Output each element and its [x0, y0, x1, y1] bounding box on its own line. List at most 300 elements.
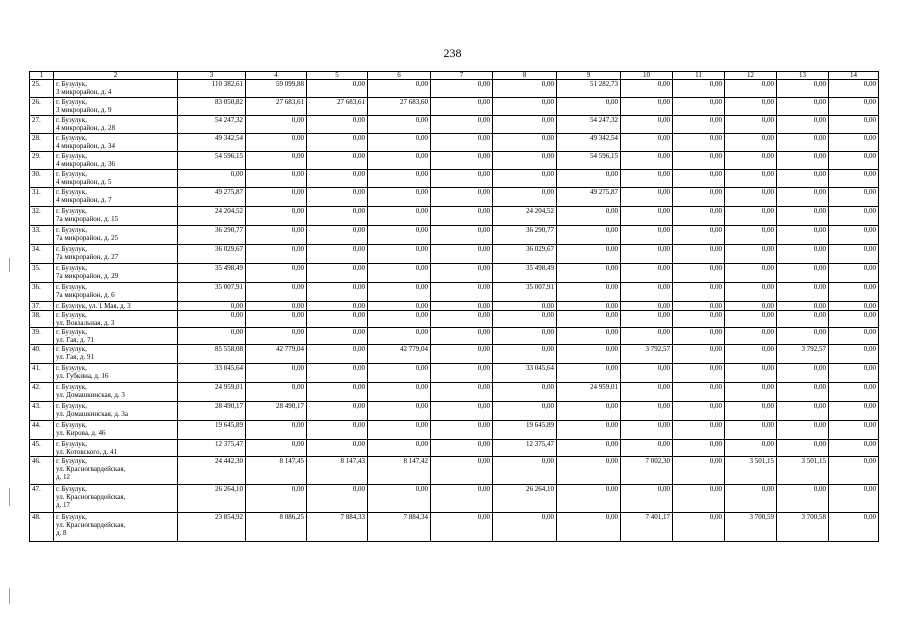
amount-cell: 36 029,67: [178, 245, 246, 264]
amount-cell: 0,00: [493, 383, 557, 402]
amount-cell: 0,00: [621, 485, 673, 513]
amount-cell: 0,00: [431, 457, 493, 485]
amount-cell: 0,00: [829, 116, 879, 134]
amount-cell: 0,00: [368, 80, 431, 98]
amount-cell: 0,00: [673, 364, 725, 383]
amount-cell: 0,00: [493, 152, 557, 170]
amount-cell: 0,00: [557, 302, 621, 311]
amount-cell: 0,00: [725, 207, 777, 226]
amount-cell: 0,00: [673, 226, 725, 245]
amount-cell: 3 700,58: [777, 513, 829, 542]
table-body: [30, 72, 879, 542]
amount-cell: 0,00: [307, 170, 368, 188]
amount-cell: 0,00: [777, 245, 829, 264]
amount-cell: 0,00: [829, 264, 879, 283]
amount-cell: 83 050,82: [178, 98, 246, 116]
amount-cell: 0,00: [431, 245, 493, 264]
column-header: 1: [30, 72, 54, 80]
amount-cell: 0,00: [431, 264, 493, 283]
amount-cell: 51 282,73: [557, 80, 621, 98]
amount-cell: 0,00: [307, 245, 368, 264]
table-row: [30, 283, 879, 302]
amount-cell: 33 045,64: [493, 364, 557, 383]
amount-cell: 24 959,01: [557, 383, 621, 402]
amount-cell: 0,00: [673, 485, 725, 513]
amount-cell: 0,00: [725, 152, 777, 170]
amount-cell: 35 007,91: [493, 283, 557, 302]
amount-cell: 0,00: [725, 364, 777, 383]
row-number: 29.: [30, 152, 54, 170]
amount-cell: 0,00: [246, 311, 307, 328]
amount-cell: 0,00: [725, 188, 777, 207]
table-row: [30, 98, 879, 116]
amount-cell: 0,00: [829, 302, 879, 311]
amount-cell: 0,00: [431, 188, 493, 207]
row-number: 28.: [30, 134, 54, 152]
amount-cell: 0,00: [777, 402, 829, 421]
amount-cell: 0,00: [777, 98, 829, 116]
row-number: 43.: [30, 402, 54, 421]
amount-cell: 0,00: [673, 328, 725, 345]
amount-cell: 8 086,25: [246, 513, 307, 542]
amount-cell: 0,00: [725, 264, 777, 283]
address-cell: г. Бузулук, 4 микрорайон, д. 36: [54, 152, 178, 170]
amount-cell: 0,00: [368, 283, 431, 302]
amount-cell: 0,00: [368, 170, 431, 188]
row-number: 40.: [30, 345, 54, 364]
amount-cell: 0,00: [725, 328, 777, 345]
amount-cell: 24 959,01: [178, 383, 246, 402]
amount-cell: 0,00: [725, 345, 777, 364]
amount-cell: 7 401,17: [621, 513, 673, 542]
row-number: 30.: [30, 170, 54, 188]
row-number: 38.: [30, 311, 54, 328]
amount-cell: 0,00: [777, 421, 829, 440]
amount-cell: 0,00: [673, 311, 725, 328]
amount-cell: 0,00: [431, 207, 493, 226]
header-row: [30, 72, 879, 80]
amount-cell: 0,00: [829, 311, 879, 328]
amount-cell: 0,00: [493, 116, 557, 134]
amount-cell: 0,00: [431, 170, 493, 188]
amount-cell: 0,00: [621, 283, 673, 302]
amount-cell: 36 029,67: [493, 245, 557, 264]
amount-cell: 0,00: [673, 302, 725, 311]
amount-cell: 0,00: [368, 207, 431, 226]
amount-cell: 0,00: [725, 116, 777, 134]
amount-cell: 0,00: [493, 345, 557, 364]
amount-cell: 0,00: [307, 226, 368, 245]
amount-cell: 0,00: [368, 383, 431, 402]
margin-mark: [9, 258, 10, 272]
amount-cell: 0,00: [829, 134, 879, 152]
amount-cell: 0,00: [777, 170, 829, 188]
amount-cell: 0,00: [557, 364, 621, 383]
amount-cell: 0,00: [725, 402, 777, 421]
table-row: [30, 302, 879, 311]
amount-cell: 0,00: [673, 116, 725, 134]
row-number: 32.: [30, 207, 54, 226]
amount-cell: 85 558,08: [178, 345, 246, 364]
amount-cell: 12 375,47: [493, 440, 557, 457]
amount-cell: 0,00: [621, 134, 673, 152]
amount-cell: 0,00: [829, 364, 879, 383]
table-row: [30, 513, 879, 542]
amount-cell: 0,00: [246, 485, 307, 513]
amount-cell: 28 490,17: [178, 402, 246, 421]
row-number: 44.: [30, 421, 54, 440]
amount-cell: 0,00: [725, 311, 777, 328]
amount-cell: 0,00: [493, 98, 557, 116]
amount-cell: 8 147,45: [246, 457, 307, 485]
amount-cell: 0,00: [246, 302, 307, 311]
amount-cell: 0,00: [621, 421, 673, 440]
table-row: [30, 440, 879, 457]
amount-cell: 0,00: [431, 152, 493, 170]
row-number: 33.: [30, 226, 54, 245]
amount-cell: 0,00: [673, 98, 725, 116]
amount-cell: 0,00: [431, 134, 493, 152]
table-row: [30, 364, 879, 383]
amount-cell: 54 247,32: [178, 116, 246, 134]
amount-cell: 24 442,30: [178, 457, 246, 485]
address-cell: г. Бузулук, ул. Котовского, д. 41: [54, 440, 178, 457]
amount-cell: 0,00: [307, 80, 368, 98]
amount-cell: 7 884,34: [368, 513, 431, 542]
amount-cell: 0,00: [368, 226, 431, 245]
table-row: [30, 402, 879, 421]
amount-cell: 33 045,64: [178, 364, 246, 383]
amount-cell: 0,00: [368, 402, 431, 421]
amount-cell: 36 290,77: [178, 226, 246, 245]
address-cell: г. Бузулук, ул. Красногвардейская, д. 8: [54, 513, 178, 542]
amount-cell: 0,00: [307, 383, 368, 402]
amount-cell: 0,00: [307, 264, 368, 283]
amount-cell: 54 596,15: [178, 152, 246, 170]
amount-cell: 0,00: [725, 98, 777, 116]
amount-cell: 19 645,89: [178, 421, 246, 440]
amount-cell: 0,00: [557, 345, 621, 364]
table-row: [30, 116, 879, 134]
amount-cell: 7 002,30: [621, 457, 673, 485]
amount-cell: 3 501,15: [777, 457, 829, 485]
amount-cell: 28 490,17: [246, 402, 307, 421]
amount-cell: 0,00: [673, 513, 725, 542]
amount-cell: 0,00: [307, 302, 368, 311]
table-row: [30, 207, 879, 226]
amount-cell: 0,00: [368, 152, 431, 170]
amount-cell: 0,00: [725, 80, 777, 98]
amount-cell: 0,00: [621, 152, 673, 170]
column-header: 2: [54, 72, 178, 80]
amount-cell: 0,00: [246, 421, 307, 440]
amount-cell: 0,00: [178, 328, 246, 345]
amount-cell: 0,00: [621, 226, 673, 245]
address-cell: г. Бузулук, ул. Гая, д. 91: [54, 345, 178, 364]
amount-cell: 0,00: [673, 170, 725, 188]
amount-cell: 0,00: [829, 80, 879, 98]
amount-cell: 0,00: [368, 245, 431, 264]
margin-mark: [9, 488, 10, 506]
column-header: 9: [557, 72, 621, 80]
amount-cell: 0,00: [777, 188, 829, 207]
amount-cell: 0,00: [307, 345, 368, 364]
amount-cell: 0,00: [829, 345, 879, 364]
table-row: [30, 345, 879, 364]
column-header: 4: [246, 72, 307, 80]
amount-cell: 3 792,57: [621, 345, 673, 364]
amount-cell: 0,00: [178, 302, 246, 311]
amount-cell: 0,00: [777, 383, 829, 402]
column-header: 14: [829, 72, 879, 80]
amount-cell: 0,00: [777, 116, 829, 134]
address-cell: г. Бузулук, 3 микрорайон, д. 4: [54, 80, 178, 98]
amount-cell: 0,00: [673, 207, 725, 226]
amount-cell: 0,00: [431, 226, 493, 245]
table-row: [30, 485, 879, 513]
amount-cell: 0,00: [307, 207, 368, 226]
address-cell: г. Бузулук, 4 микрорайон, д. 7: [54, 188, 178, 207]
amount-cell: 0,00: [621, 80, 673, 98]
amount-cell: 0,00: [777, 207, 829, 226]
row-number: 39.: [30, 328, 54, 345]
amount-cell: 0,00: [673, 283, 725, 302]
amount-cell: 0,00: [621, 440, 673, 457]
amount-cell: 8 147,42: [368, 457, 431, 485]
amount-cell: 0,00: [725, 440, 777, 457]
amount-cell: 0,00: [777, 328, 829, 345]
amount-cell: 0,00: [307, 152, 368, 170]
amount-cell: 27 683,61: [307, 98, 368, 116]
amount-cell: 0,00: [246, 328, 307, 345]
amount-cell: 0,00: [246, 364, 307, 383]
amount-cell: 49 342,54: [178, 134, 246, 152]
row-number: 46.: [30, 457, 54, 485]
table-row: [30, 80, 879, 98]
amount-cell: 24 204,52: [493, 207, 557, 226]
amount-cell: 0,00: [493, 80, 557, 98]
amount-cell: 0,00: [621, 116, 673, 134]
amount-cell: 0,00: [777, 485, 829, 513]
address-cell: г. Бузулук, 7а микрорайон, д. 15: [54, 207, 178, 226]
table-row: [30, 188, 879, 207]
amount-cell: 0,00: [557, 245, 621, 264]
amount-cell: 0,00: [725, 302, 777, 311]
amount-cell: 0,00: [829, 457, 879, 485]
amount-cell: 0,00: [777, 134, 829, 152]
amount-cell: 54 247,32: [557, 116, 621, 134]
amount-cell: 0,00: [431, 383, 493, 402]
amount-cell: 0,00: [307, 421, 368, 440]
amount-cell: 0,00: [673, 188, 725, 207]
address-cell: г. Бузулук, ул. Гая, д. 71: [54, 328, 178, 345]
amount-cell: 0,00: [431, 302, 493, 311]
amount-cell: 0,00: [725, 421, 777, 440]
amount-cell: 36 290,77: [493, 226, 557, 245]
amount-cell: 0,00: [307, 364, 368, 383]
amount-cell: 3 501,15: [725, 457, 777, 485]
amount-cell: 54 596,15: [557, 152, 621, 170]
amount-cell: 0,00: [307, 188, 368, 207]
amount-cell: 0,00: [777, 311, 829, 328]
address-cell: г. Бузулук, ул. Красногвардейская, д. 17: [54, 485, 178, 513]
amount-cell: 0,00: [368, 485, 431, 513]
amount-cell: 0,00: [246, 283, 307, 302]
amount-cell: 8 147,43: [307, 457, 368, 485]
amount-cell: 0,00: [673, 264, 725, 283]
amount-cell: 0,00: [621, 311, 673, 328]
table-row: [30, 311, 879, 328]
amount-cell: 0,00: [829, 170, 879, 188]
amount-cell: 35 007,91: [178, 283, 246, 302]
amount-cell: 0,00: [368, 264, 431, 283]
amount-cell: 0,00: [246, 134, 307, 152]
amount-cell: 0,00: [557, 98, 621, 116]
row-number: 34.: [30, 245, 54, 264]
amount-cell: 0,00: [777, 302, 829, 311]
row-number: 36.: [30, 283, 54, 302]
address-cell: г. Бузулук, 7а микрорайон, д. 25: [54, 226, 178, 245]
amount-cell: 0,00: [368, 188, 431, 207]
amount-cell: 0,00: [829, 207, 879, 226]
amount-cell: 0,00: [307, 116, 368, 134]
amount-cell: 49 275,87: [178, 188, 246, 207]
amount-cell: 0,00: [621, 364, 673, 383]
amount-cell: 0,00: [246, 170, 307, 188]
amount-cell: 0,00: [557, 283, 621, 302]
column-header: 3: [178, 72, 246, 80]
row-number: 42.: [30, 383, 54, 402]
amount-cell: 0,00: [493, 457, 557, 485]
amount-cell: 0,00: [673, 152, 725, 170]
amount-cell: 0,00: [307, 283, 368, 302]
table-row: [30, 264, 879, 283]
data-table: [29, 71, 879, 542]
amount-cell: 0,00: [493, 402, 557, 421]
address-cell: г. Бузулук, 3 микрорайон, д. 9: [54, 98, 178, 116]
amount-cell: 0,00: [368, 421, 431, 440]
amount-cell: 0,00: [829, 152, 879, 170]
amount-cell: 0,00: [431, 364, 493, 383]
amount-cell: 49 342,54: [557, 134, 621, 152]
column-header: 12: [725, 72, 777, 80]
column-header: 8: [493, 72, 557, 80]
amount-cell: 0,00: [307, 328, 368, 345]
amount-cell: 0,00: [829, 226, 879, 245]
amount-cell: 0,00: [246, 264, 307, 283]
amount-cell: 0,00: [307, 402, 368, 421]
amount-cell: 0,00: [829, 328, 879, 345]
amount-cell: 0,00: [368, 116, 431, 134]
page-number: 238: [443, 46, 462, 60]
amount-cell: 0,00: [431, 485, 493, 513]
amount-cell: 0,00: [307, 311, 368, 328]
row-number: 31.: [30, 188, 54, 207]
amount-cell: 0,00: [178, 170, 246, 188]
column-header: 11: [673, 72, 725, 80]
column-header: 5: [307, 72, 368, 80]
amount-cell: 3 700,59: [725, 513, 777, 542]
table-row: [30, 134, 879, 152]
amount-cell: 0,00: [431, 328, 493, 345]
amount-cell: 0,00: [621, 188, 673, 207]
amount-cell: 0,00: [777, 440, 829, 457]
row-number: 37.: [30, 302, 54, 311]
amount-cell: 0,00: [431, 440, 493, 457]
column-header: 13: [777, 72, 829, 80]
amount-cell: 0,00: [493, 311, 557, 328]
amount-cell: 0,00: [673, 383, 725, 402]
amount-cell: 0,00: [725, 485, 777, 513]
amount-cell: 0,00: [493, 328, 557, 345]
column-header: 6: [368, 72, 431, 80]
amount-cell: 3 792,57: [777, 345, 829, 364]
amount-cell: 0,00: [557, 457, 621, 485]
amount-cell: 0,00: [777, 152, 829, 170]
amount-cell: 0,00: [673, 80, 725, 98]
amount-cell: 0,00: [557, 328, 621, 345]
amount-cell: 0,00: [246, 440, 307, 457]
amount-cell: 0,00: [829, 383, 879, 402]
column-header: 7: [431, 72, 493, 80]
row-number: 41.: [30, 364, 54, 383]
amount-cell: 0,00: [431, 98, 493, 116]
table-row: [30, 245, 879, 264]
address-cell: г. Бузулук, ул. Вокзальная, д. 3: [54, 311, 178, 328]
address-cell: г. Бузулук, ул. Губкина, д. 16: [54, 364, 178, 383]
amount-cell: 0,00: [725, 134, 777, 152]
amount-cell: 0,00: [246, 383, 307, 402]
amount-cell: 0,00: [829, 283, 879, 302]
amount-cell: 0,00: [557, 264, 621, 283]
row-number: 27.: [30, 116, 54, 134]
amount-cell: 42 779,04: [246, 345, 307, 364]
amount-cell: 0,00: [621, 264, 673, 283]
amount-cell: 0,00: [673, 440, 725, 457]
amount-cell: 0,00: [368, 311, 431, 328]
amount-cell: 0,00: [829, 485, 879, 513]
amount-cell: 0,00: [307, 485, 368, 513]
amount-cell: 0,00: [777, 264, 829, 283]
amount-cell: 0,00: [431, 402, 493, 421]
amount-cell: 7 884,33: [307, 513, 368, 542]
amount-cell: 0,00: [431, 421, 493, 440]
amount-cell: 0,00: [431, 513, 493, 542]
amount-cell: 0,00: [431, 283, 493, 302]
amount-cell: 27 683,60: [368, 98, 431, 116]
amount-cell: 0,00: [673, 402, 725, 421]
amount-cell: 0,00: [493, 513, 557, 542]
amount-cell: 0,00: [368, 364, 431, 383]
amount-cell: 0,00: [777, 364, 829, 383]
amount-cell: 0,00: [246, 116, 307, 134]
address-cell: г. Бузулук, 7а микрорайон, д. 29: [54, 264, 178, 283]
amount-cell: 0,00: [178, 311, 246, 328]
row-number: 48.: [30, 513, 54, 542]
table-row: [30, 328, 879, 345]
amount-cell: 26 264,10: [178, 485, 246, 513]
amount-cell: 0,00: [621, 245, 673, 264]
amount-cell: 0,00: [557, 485, 621, 513]
amount-cell: 0,00: [493, 188, 557, 207]
amount-cell: 0,00: [557, 402, 621, 421]
table-row: [30, 421, 879, 440]
amount-cell: 24 204,52: [178, 207, 246, 226]
amount-cell: 0,00: [493, 170, 557, 188]
address-cell: г. Бузулук, ул. Домашкинская, д. 3а: [54, 402, 178, 421]
amount-cell: 0,00: [829, 98, 879, 116]
amount-cell: 0,00: [777, 80, 829, 98]
